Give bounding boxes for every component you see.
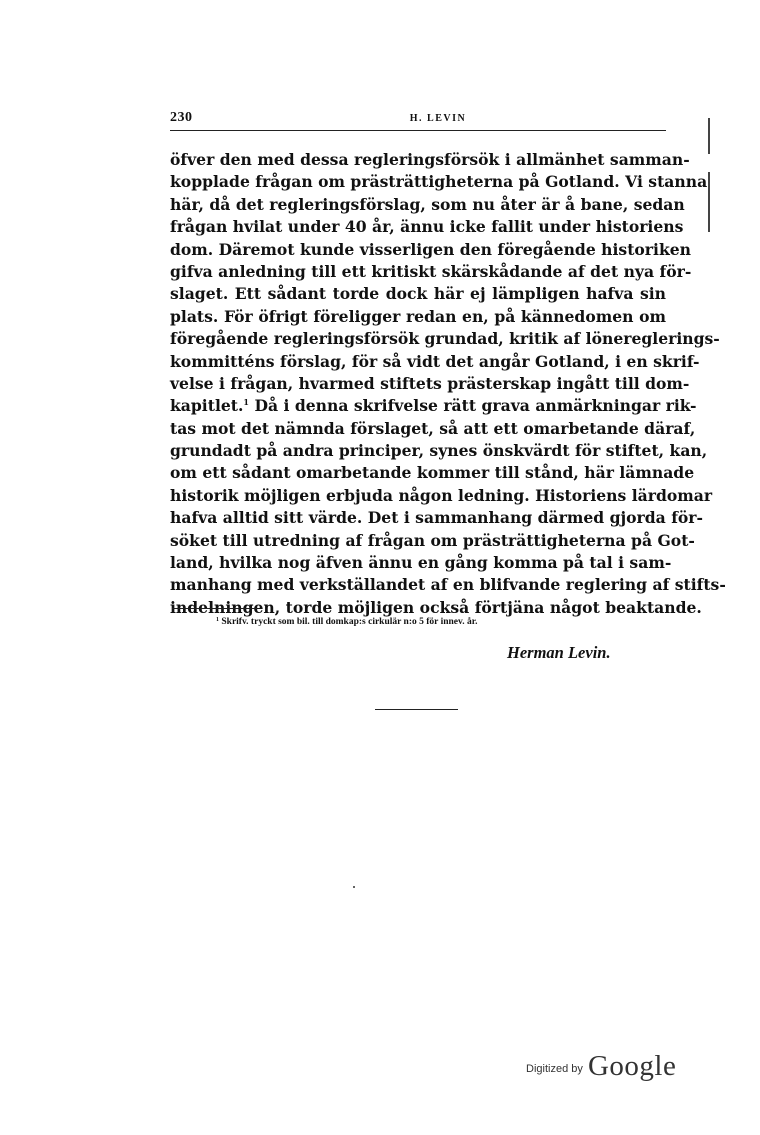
footnote-rule <box>172 608 257 609</box>
page-number: 230 <box>170 110 193 125</box>
footnote-text: Skrifv. tryckt som bil. till domkap:s cirkulär n:o 5 för innev. år. <box>221 617 478 627</box>
text-line: öfver den med dessa regleringsförsök i allmänhet samman- <box>170 150 690 169</box>
page-header <box>170 108 666 131</box>
text-line: här, då det regleringsförslag, som nu åter är å bane, sedan <box>170 194 685 214</box>
text-line: grundadt på andra principer, synes önskvärdt för stiftet, kan, <box>170 441 708 461</box>
margin-mark <box>708 172 710 232</box>
text-line: tas mot det nämnda förslaget, så att ett omarbetande däraf, <box>170 418 696 438</box>
text-line: hafva alltid sitt värde. Det i sammanhang därmed gjorda för- <box>170 508 703 528</box>
author-signature: Herman Levin. <box>507 643 611 662</box>
text-line: land, hvilka nog äfven ännu en gång komma på tal i sam- <box>170 553 672 573</box>
footnote-reference: 1 <box>243 397 249 408</box>
text-line: historik möjligen erbjuda någon ledning. Historiens lärdomar <box>170 485 713 505</box>
digitization-watermark <box>526 1050 676 1083</box>
text-line: plats. För öfrigt föreligger redan en, på kännedomen om <box>170 306 666 326</box>
text-line: frågan hvilat under 40 år, ännu icke fallit under historiens <box>170 217 684 237</box>
text-line: kopplade frågan om prästrättigheterna på Gotland. Vi stanna <box>170 172 708 192</box>
margin-mark <box>708 118 710 154</box>
section-end-rule <box>375 709 458 710</box>
text-line: dom. Däremot kunde visserligen den föregående historiken <box>170 239 692 259</box>
scan-speck <box>353 886 355 888</box>
text-line: gifva anledning till ett kritiskt skärskådande af det nya för- <box>170 261 692 281</box>
text-line: söket till utredning af frågan om prästrättigheterna på Got- <box>170 530 695 550</box>
text-line: indelningen, torde möjligen också förtjäna något beaktande. <box>170 597 702 617</box>
text-line: slaget. Ett sådant torde dock här ej lämpligen hafva sin <box>170 284 666 304</box>
watermark-brand: Google <box>587 1050 677 1082</box>
text-line-with-note <box>170 395 697 417</box>
text-line: velse i frågan, hvarmed stiftets prästerskap ingått till dom- <box>170 373 690 393</box>
footnote-marker: 1 <box>216 617 219 623</box>
text-fragment: Då i denna skrifvelse rätt grava anmärkningar rik- <box>254 396 697 416</box>
footnote <box>216 617 477 627</box>
watermark-caption: Digitized by <box>526 1063 583 1075</box>
text-fragment: kapitlet. <box>170 396 244 416</box>
body-text <box>170 149 726 619</box>
text-line: om ett sådant omarbetande kommer till stånd, här lämnade <box>170 463 695 483</box>
text-line: föregående regleringsförsök grundad, kritik af lönereglerings- <box>170 329 720 349</box>
running-head: H. LEVIN <box>409 113 467 124</box>
text-line: kommitténs förslag, för så vidt det angår Gotland, i en skrif- <box>170 351 700 371</box>
text-line: manhang med verkställandet af en blifvande reglering af stifts- <box>170 575 726 595</box>
